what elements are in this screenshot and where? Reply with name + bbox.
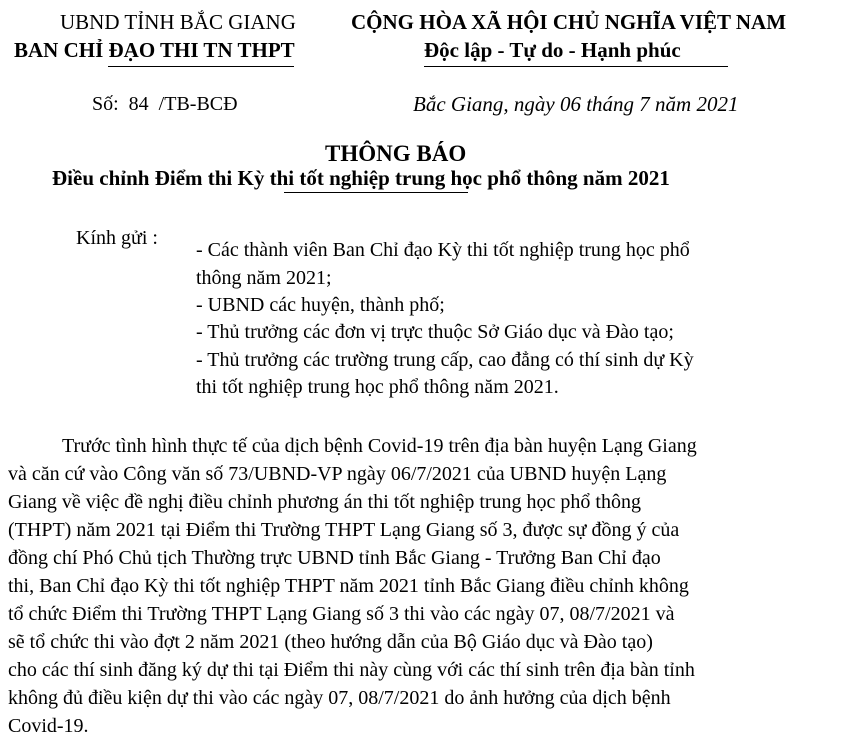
issuer-underline <box>108 66 294 67</box>
body-paragraph <box>8 432 798 740</box>
recipient-line: - Thủ trưởng các trường trung cấp, cao đẳng có thí sinh dự Kỳ <box>196 349 694 371</box>
body-line: Covid-19. <box>8 715 89 737</box>
document-number: Số: 84 /TB-BCĐ <box>92 93 238 115</box>
recipients-label: Kính gửi : <box>76 227 158 249</box>
recipient-line: - Các thành viên Ban Chỉ đạo Kỳ thi tốt nghiệp trung học phổ <box>196 239 690 261</box>
body-line: Trước tình hình thực tế của dịch bệnh Covid-19 trên địa bàn huyện Lạng Giang <box>62 435 697 457</box>
document-title: THÔNG BÁO <box>325 141 467 166</box>
recipient-line: thông năm 2021; <box>196 267 332 289</box>
issuing-authority: UBND TỈNH BẮC GIANG <box>60 10 296 34</box>
recipient-line: - Thủ trưởng các đơn vị trực thuộc Sở Giáo dục và Đào tạo; <box>196 321 674 343</box>
recipient-line: thi tốt nghiệp trung học phổ thông năm 2021. <box>196 376 559 398</box>
place-date: Bắc Giang, ngày 06 tháng 7 năm 2021 <box>413 92 739 116</box>
document-subtitle: Điều chỉnh Điểm thi Kỳ thi tốt nghiệp trung học phổ thông năm 2021 <box>52 166 670 190</box>
body-line: đồng chí Phó Chủ tịch Thường trực UBND tỉnh Bắc Giang - Trưởng Ban Chỉ đạo <box>8 547 661 569</box>
issuing-committee: BAN CHỈ ĐẠO THI TN THPT <box>14 38 295 62</box>
body-line: (THPT) năm 2021 tại Điểm thi Trường THPT Lạng Giang số 3, được sự đồng ý của <box>8 519 680 541</box>
national-motto: Độc lập - Tự do - Hạnh phúc <box>424 38 681 62</box>
motto-underline <box>424 66 728 67</box>
body-line: thi, Ban Chỉ đạo Kỳ thi tốt nghiệp THPT năm 2021 tỉnh Bắc Giang điều chỉnh không <box>8 575 689 597</box>
body-line: và căn cứ vào Công văn số 73/UBND-VP ngày 06/7/2021 của UBND huyện Lạng <box>8 463 667 485</box>
subtitle-underline <box>284 192 468 193</box>
body-line: không đủ điều kiện dự thi vào các ngày 07, 08/7/2021 do ảnh hưởng của dịch bệnh <box>8 687 671 709</box>
body-line: Giang về việc đề nghị điều chỉnh phương án thi tốt nghiệp trung học phổ thông <box>8 491 641 513</box>
body-line: sẽ tổ chức thi vào đợt 2 năm 2021 (theo hướng dẫn của Bộ Giáo dục và Đào tạo) <box>8 631 653 653</box>
national-title: CỘNG HÒA XÃ HỘI CHỦ NGHĨA VIỆT NAM <box>351 10 787 34</box>
body-line: cho các thí sinh đăng ký dự thi tại Điểm thi này cùng với các thí sinh trên địa bàn tỉnh <box>8 659 695 681</box>
body-line: tổ chức Điểm thi Trường THPT Lạng Giang số 3 thi vào các ngày 07, 08/7/2021 và <box>8 603 675 625</box>
recipient-line: - UBND các huyện, thành phố; <box>196 294 445 316</box>
